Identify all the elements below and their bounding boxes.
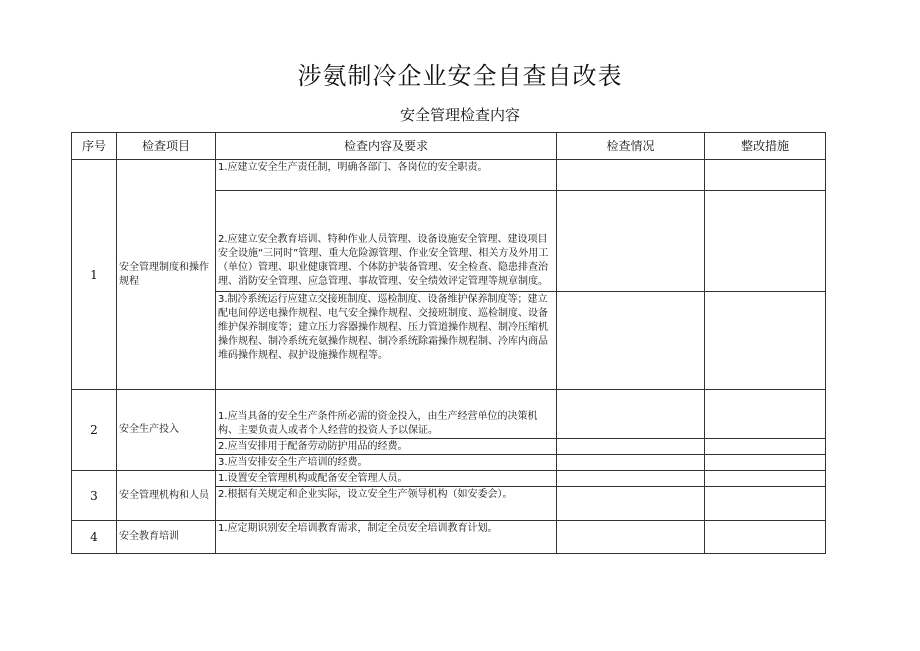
group-3-row-2-content: 2.根据有关规定和企业实际，设立安全生产领导机构（如安委会）。 [216, 487, 557, 521]
group-3-row-1-status[interactable] [557, 471, 705, 487]
group-2-item: 安全生产投入 [117, 390, 216, 471]
table-row [72, 471, 826, 487]
group-4-no: 4 [72, 521, 117, 554]
group-2-row-2-content: 2.应当安排用于配备劳动防护用品的经费。 [216, 439, 557, 455]
group-1-row-2-status[interactable] [557, 191, 705, 292]
document-subtitle: 安全管理检查内容 [399, 106, 520, 124]
group-3-row-1-rectify[interactable] [705, 471, 826, 487]
table-row [72, 521, 826, 554]
group-1-row-2-content: 2.应建立安全教育培训、特种作业人员管理、设备设施安全管理、建设项目安全设施“三同时”管理、重大危险源管理、作业安全管理、相关方及外用工（单位）管理、职业健康管理、个体防护装备管理、安全检查、隐患排查治理、消防安全管理、应急管理、事故管理、安全绩效评定管理等规章制度。 [216, 191, 557, 292]
group-1-row-1-rectify[interactable] [705, 160, 826, 191]
header-status: 检查情况 [557, 133, 705, 160]
group-2-row-2-status[interactable] [557, 439, 705, 455]
group-1-no: 1 [72, 160, 117, 390]
group-2-row-1-rectify[interactable] [705, 390, 826, 439]
group-1-row-1-status[interactable] [557, 160, 705, 191]
table-row [72, 390, 826, 439]
group-2-row-1-status[interactable] [557, 390, 705, 439]
group-1-row-3-content: 3.制冷系统运行应建立交接班制度、巡检制度、设备维护保养制度等；建立配电间停送电操作规程、电气安全操作规程、交接班制度、巡检制度、设备维护保养制度等；建立压力容器操作规程、压力管道操作规程、制冷压缩机操作规程、制冷系统充氨操作规程、制冷系统除霜操作规程制、冷库内商品堆码操作规程、叔护设施操作规程等。 [216, 292, 557, 390]
header-item: 检查项目 [117, 133, 216, 160]
group-4-row-1-content: 1.应定期识别安全培训教育需求，制定全员安全培训教育计划。 [216, 521, 557, 554]
group-2-row-1-content: 1.应当具备的安全生产条件所必需的资金投入，由生产经营单位的决策机构、主要负责人或者个人经营的投资人予以保证。 [216, 390, 557, 439]
group-4-row-1-status[interactable] [557, 521, 705, 554]
group-3-row-2-rectify[interactable] [705, 487, 826, 521]
document-title: 涉氨制冷企业安全自查自改表 [297, 62, 623, 90]
group-4-item: 安全教育培训 [117, 521, 216, 554]
group-2-row-3-content: 3.应当安排安全生产培训的经费。 [216, 455, 557, 471]
group-4-row-1-rectify[interactable] [705, 521, 826, 554]
group-1-item: 安全管理制度和操作规程 [117, 160, 216, 390]
table-row [72, 160, 826, 191]
group-2-no: 2 [72, 390, 117, 471]
group-2-row-3-status[interactable] [557, 455, 705, 471]
group-3-row-2-status[interactable] [557, 487, 705, 521]
header-rectify: 整改措施 [705, 133, 826, 160]
group-1-row-3-rectify[interactable] [705, 292, 826, 390]
header-content: 检查内容及要求 [216, 133, 557, 160]
inspection-table [71, 132, 826, 554]
group-1-row-2-rectify[interactable] [705, 191, 826, 292]
group-3-no: 3 [72, 471, 117, 521]
table-header-row [72, 133, 826, 160]
group-3-item: 安全管理机构和人员 [117, 471, 216, 521]
group-2-row-2-rectify[interactable] [705, 439, 826, 455]
group-1-row-1-content: 1.应建立安全生产责任制，明确各部门、各岗位的安全职责。 [216, 160, 557, 191]
group-2-row-3-rectify[interactable] [705, 455, 826, 471]
group-3-row-1-content: 1.设置安全管理机构或配备安全管理人员。 [216, 471, 557, 487]
header-no: 序号 [72, 133, 117, 160]
group-1-row-3-status[interactable] [557, 292, 705, 390]
